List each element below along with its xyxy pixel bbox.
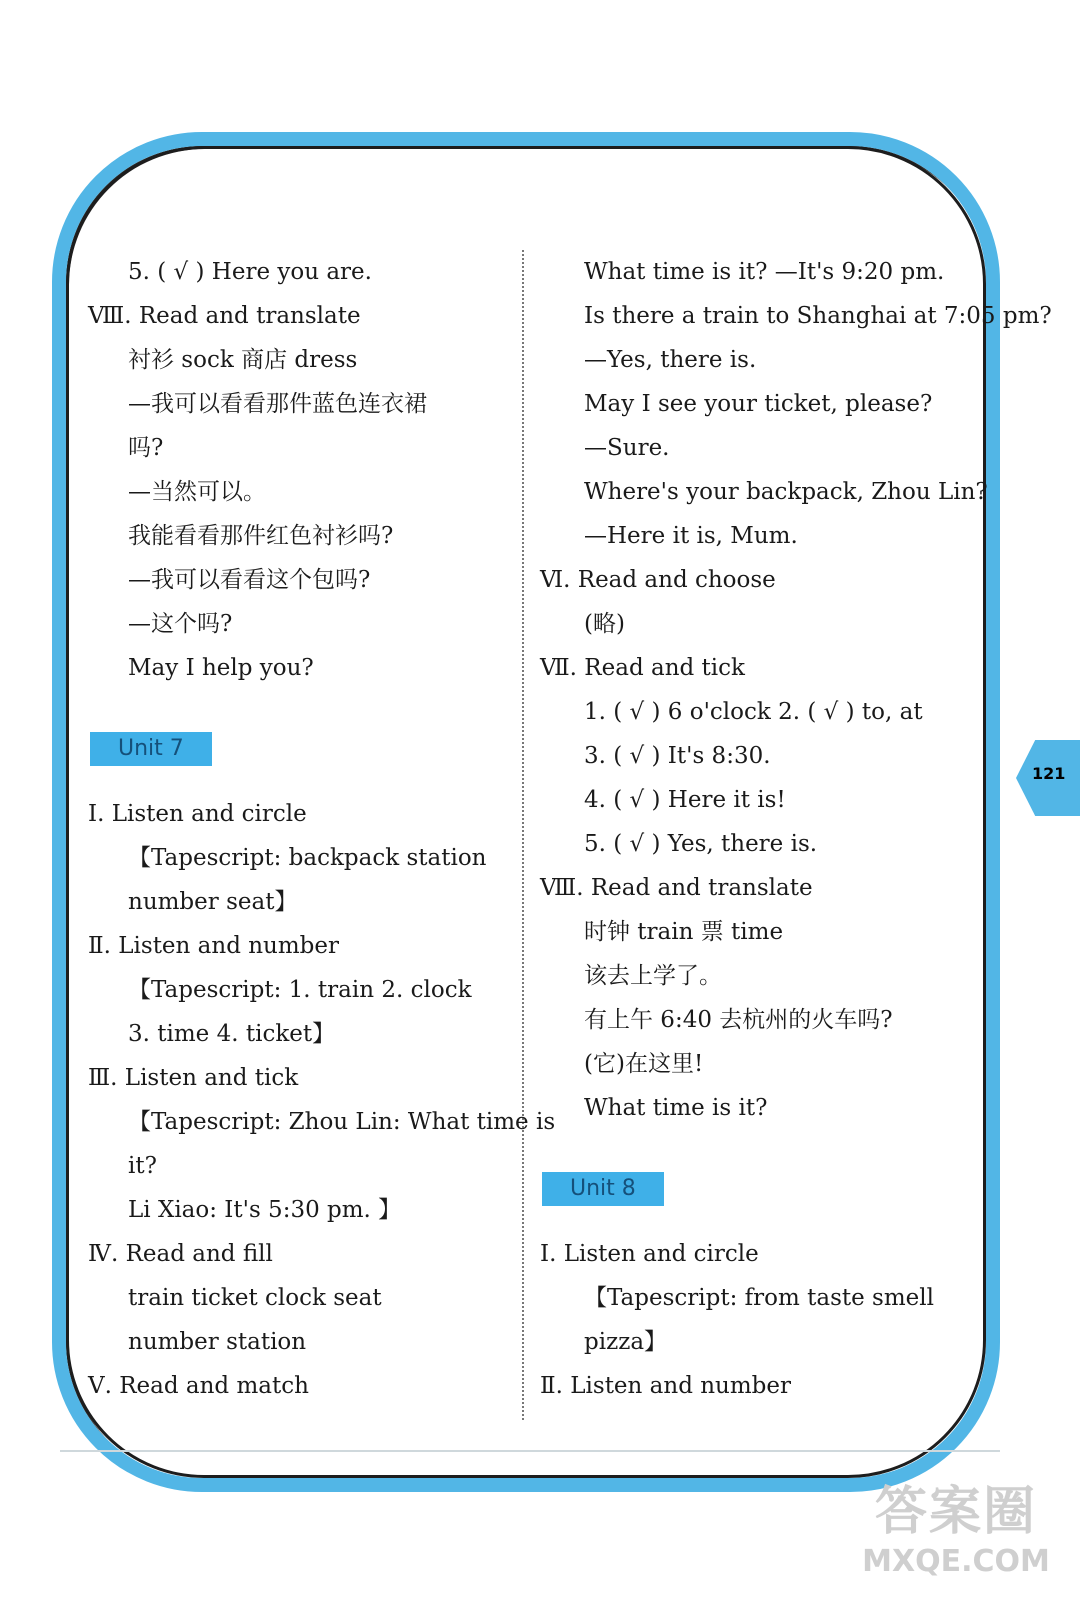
answer-line: Ⅷ. Read and translate <box>540 875 813 901</box>
answer-line: 1. ( √ ) 6 o'clock 2. ( √ ) to, at <box>584 699 923 725</box>
answer-line: What time is it? —It's 9:20 pm. <box>584 259 945 285</box>
answer-line: —当然可以。 <box>128 479 266 505</box>
answer-line: May I help you? <box>128 655 314 681</box>
unit7-badge: Unit 7 <box>90 732 212 766</box>
answer-line: Ⅰ. Listen and circle <box>540 1241 759 1267</box>
answer-line: —这个吗? <box>128 611 233 637</box>
answer-line: Ⅱ. Listen and number <box>540 1373 791 1399</box>
answer-line: (略) <box>584 611 625 637</box>
answer-line: 有上午 6:40 去杭州的火车吗? <box>584 1007 893 1033</box>
answer-line: Ⅷ. Read and translate <box>88 303 361 329</box>
unit8-badge: Unit 8 <box>542 1172 664 1206</box>
unit7-header <box>88 726 518 770</box>
answer-line: 【Tapescript: 1. train 2. clock <box>128 977 472 1003</box>
left-column <box>88 250 556 1408</box>
answer-line: Ⅶ. Read and tick <box>540 655 745 681</box>
answer-line: Li Xiao: It's 5:30 pm. 】 <box>128 1197 402 1223</box>
page-bottom-edge <box>60 1450 1000 1452</box>
answer-line: —Here it is, Mum. <box>584 523 798 549</box>
answer-line: Ⅱ. Listen and number <box>88 933 339 959</box>
unit7-answers <box>88 792 556 1408</box>
left-answers <box>88 250 518 690</box>
answer-line: 【Tapescript: Zhou Lin: What time is <box>128 1109 556 1135</box>
answer-line: Ⅴ. Read and match <box>88 1373 309 1399</box>
answer-line: 4. ( √ ) Here it is! <box>584 787 786 813</box>
answer-line: 3. ( √ ) It's 8:30. <box>584 743 771 769</box>
answer-line: 衬衫 sock 商店 dress <box>128 347 358 373</box>
answer-line: 5. ( √ ) Here you are. <box>128 259 372 285</box>
watermark-logo <box>856 1482 1056 1592</box>
answer-line: —我可以看看那件蓝色连衣裙 <box>128 391 427 417</box>
answer-line: Ⅵ. Read and choose <box>540 567 776 593</box>
answer-line: it? <box>128 1153 157 1179</box>
answer-line: 3. time 4. ticket】 <box>128 1021 336 1047</box>
answer-line: 【Tapescript: from taste smell <box>584 1285 934 1311</box>
answer-line: 我能看看那件红色衬衫吗? <box>128 523 394 549</box>
column-divider <box>522 250 524 1420</box>
answer-line: number station <box>128 1329 307 1355</box>
watermark-text: 答案圈 <box>874 1482 1037 1542</box>
watermark-domain: MXQE.COM <box>862 1544 1050 1579</box>
answer-line: —我可以看看这个包吗? <box>128 567 371 593</box>
answer-line: Ⅰ. Listen and circle <box>88 801 307 827</box>
answer-line: Is there a train to Shanghai at 7:05 pm? <box>584 303 1052 329</box>
answer-line: 【Tapescript: backpack station <box>128 845 487 871</box>
answer-line: Where's your backpack, Zhou Lin? <box>584 479 988 505</box>
answer-line: May I see your ticket, please? <box>584 391 933 417</box>
answer-line: 吗? <box>128 435 164 461</box>
page-number: 121 <box>1032 764 1066 783</box>
answer-line: Ⅲ. Listen and tick <box>88 1065 299 1091</box>
answer-line: —Sure. <box>584 435 670 461</box>
answer-line: pizza】 <box>584 1329 668 1355</box>
unit8-header <box>540 1166 960 1210</box>
answer-line: Ⅳ. Read and fill <box>88 1241 273 1267</box>
answer-line: (它)在这里! <box>584 1051 704 1077</box>
answer-line: What time is it? <box>584 1095 768 1121</box>
answer-line: 时钟 train 票 time <box>584 919 784 945</box>
unit8-answers <box>540 1232 960 1408</box>
answer-line: number seat】 <box>128 889 298 915</box>
answer-line: train ticket clock seat <box>128 1285 382 1311</box>
answer-line: 5. ( √ ) Yes, there is. <box>584 831 818 857</box>
answer-line: —Yes, there is. <box>584 347 757 373</box>
answer-line: 该去上学了。 <box>584 963 722 989</box>
